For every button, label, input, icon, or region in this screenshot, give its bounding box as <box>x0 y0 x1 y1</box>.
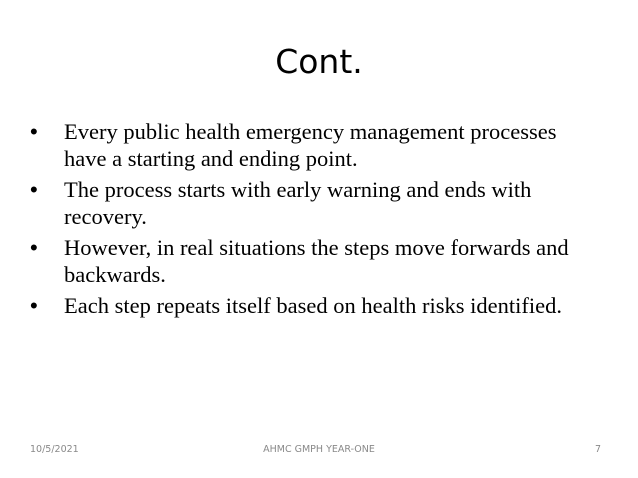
bullet-item <box>30 234 595 288</box>
bullet-text: The process starts with early warning and ends with recovery. <box>64 177 532 229</box>
footer-date: 10/5/2021 <box>30 444 79 455</box>
bullet-text: However, in real situations the steps move forwards and backwards. <box>64 235 569 287</box>
bullet-icon: • <box>30 119 38 144</box>
bullet-item <box>30 292 595 319</box>
bullet-list <box>30 118 595 323</box>
bullet-item <box>30 118 595 172</box>
bullet-icon: • <box>30 235 38 260</box>
slide-title: Cont. <box>275 42 363 81</box>
bullet-icon: • <box>30 177 38 202</box>
bullet-text: Every public health emergency management processes have a starting and ending point. <box>64 119 557 171</box>
bullet-icon: • <box>30 293 38 318</box>
bullet-text: Each step repeats itself based on health risks identified. <box>64 293 562 318</box>
footer-page-number: 7 <box>594 444 601 455</box>
bullet-item <box>30 176 595 230</box>
footer-center-text: AHMC GMPH YEAR-ONE <box>263 444 375 455</box>
